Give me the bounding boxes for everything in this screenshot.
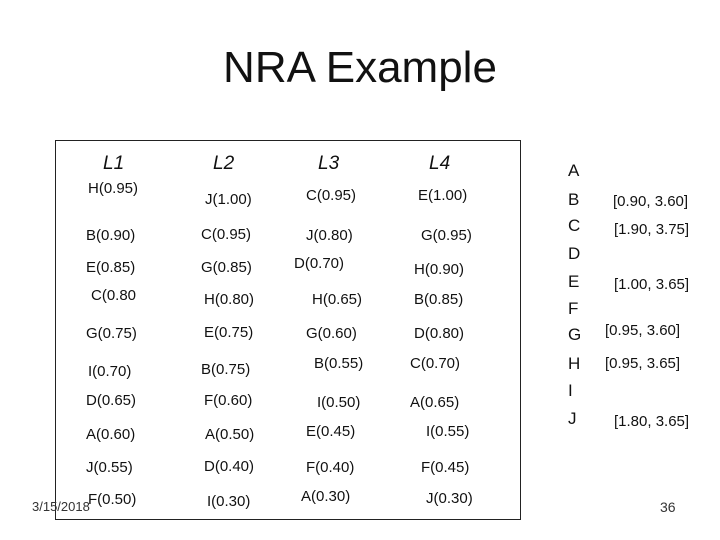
l2-entry: J(1.00) xyxy=(205,191,252,208)
l2-entry: I(0.30) xyxy=(207,493,251,510)
l1-entry: H(0.95) xyxy=(88,180,139,197)
l2-entry: D(0.40) xyxy=(204,458,255,475)
object-letter: B xyxy=(568,190,580,209)
l1-entry: B(0.90) xyxy=(86,227,136,244)
object-letter: F xyxy=(568,299,579,318)
l4-entry: H(0.90) xyxy=(414,261,465,278)
l4-entry: J(0.30) xyxy=(426,490,473,507)
l3-entry: G(0.60) xyxy=(306,325,357,342)
bound-range-g: [0.95, 3.60] xyxy=(605,322,681,339)
list-header-l4: L4 xyxy=(429,153,451,174)
l1-entry: E(0.85) xyxy=(86,259,136,276)
bound-range-e: [1.00, 3.65] xyxy=(614,276,690,293)
l4-entry: E(1.00) xyxy=(418,187,468,204)
object-letter: I xyxy=(568,381,573,400)
l3-entry: A(0.30) xyxy=(301,488,351,505)
bound-range-b: [0.90, 3.60] xyxy=(613,193,689,210)
l2-entry: A(0.50) xyxy=(205,426,255,443)
l3-entry: H(0.65) xyxy=(312,291,363,308)
bound-range-h: [0.95, 3.65] xyxy=(605,355,681,372)
list-header-l2: L2 xyxy=(213,153,235,174)
l1-entry: C(0.80 xyxy=(91,287,137,304)
l4-entry: A(0.65) xyxy=(410,394,460,411)
l1-entry: I(0.70) xyxy=(88,363,132,380)
l2-entry: F(0.60) xyxy=(204,392,253,409)
l1-entry: J(0.55) xyxy=(86,459,133,476)
slide-title: NRA Example xyxy=(223,43,497,92)
l1-entry: G(0.75) xyxy=(86,325,137,342)
l1-entry: A(0.60) xyxy=(86,426,136,443)
object-letter: H xyxy=(568,354,581,373)
object-letter: C xyxy=(568,216,581,235)
list-header-l3: L3 xyxy=(318,153,340,174)
object-letter: E xyxy=(568,272,580,291)
bound-range-c: [1.90, 3.75] xyxy=(614,221,690,238)
object-letter: A xyxy=(568,161,580,180)
l4-entry: C(0.70) xyxy=(410,355,461,372)
l4-entry: B(0.85) xyxy=(414,291,464,308)
slide-date: 3/15/2018 xyxy=(32,499,90,514)
l1-entry: D(0.65) xyxy=(86,392,137,409)
l3-entry: B(0.55) xyxy=(314,355,364,372)
object-letter: G xyxy=(568,325,582,344)
l2-entry: G(0.85) xyxy=(201,259,252,276)
sorted-lists-table xyxy=(55,140,521,520)
l1-entry: F(0.50) xyxy=(88,491,137,508)
l4-entry: D(0.80) xyxy=(414,325,465,342)
l3-entry: C(0.95) xyxy=(306,187,357,204)
l3-entry: E(0.45) xyxy=(306,423,356,440)
l2-entry: B(0.75) xyxy=(201,361,251,378)
list-header-l1: L1 xyxy=(103,153,125,174)
l4-entry: F(0.45) xyxy=(421,459,470,476)
l2-entry: C(0.95) xyxy=(201,226,252,243)
slide-page-number: 36 xyxy=(660,499,676,515)
l4-entry: I(0.55) xyxy=(426,423,470,440)
object-letter: D xyxy=(568,244,581,263)
object-letter: J xyxy=(568,409,577,428)
l2-entry: E(0.75) xyxy=(204,324,254,341)
l3-entry: I(0.50) xyxy=(317,394,361,411)
bound-range-j: [1.80, 3.65] xyxy=(614,413,690,430)
l2-entry: H(0.80) xyxy=(204,291,255,308)
l3-entry: D(0.70) xyxy=(294,255,345,272)
l3-entry: F(0.40) xyxy=(306,459,355,476)
l4-entry: G(0.95) xyxy=(421,227,472,244)
l3-entry: J(0.80) xyxy=(306,227,353,244)
